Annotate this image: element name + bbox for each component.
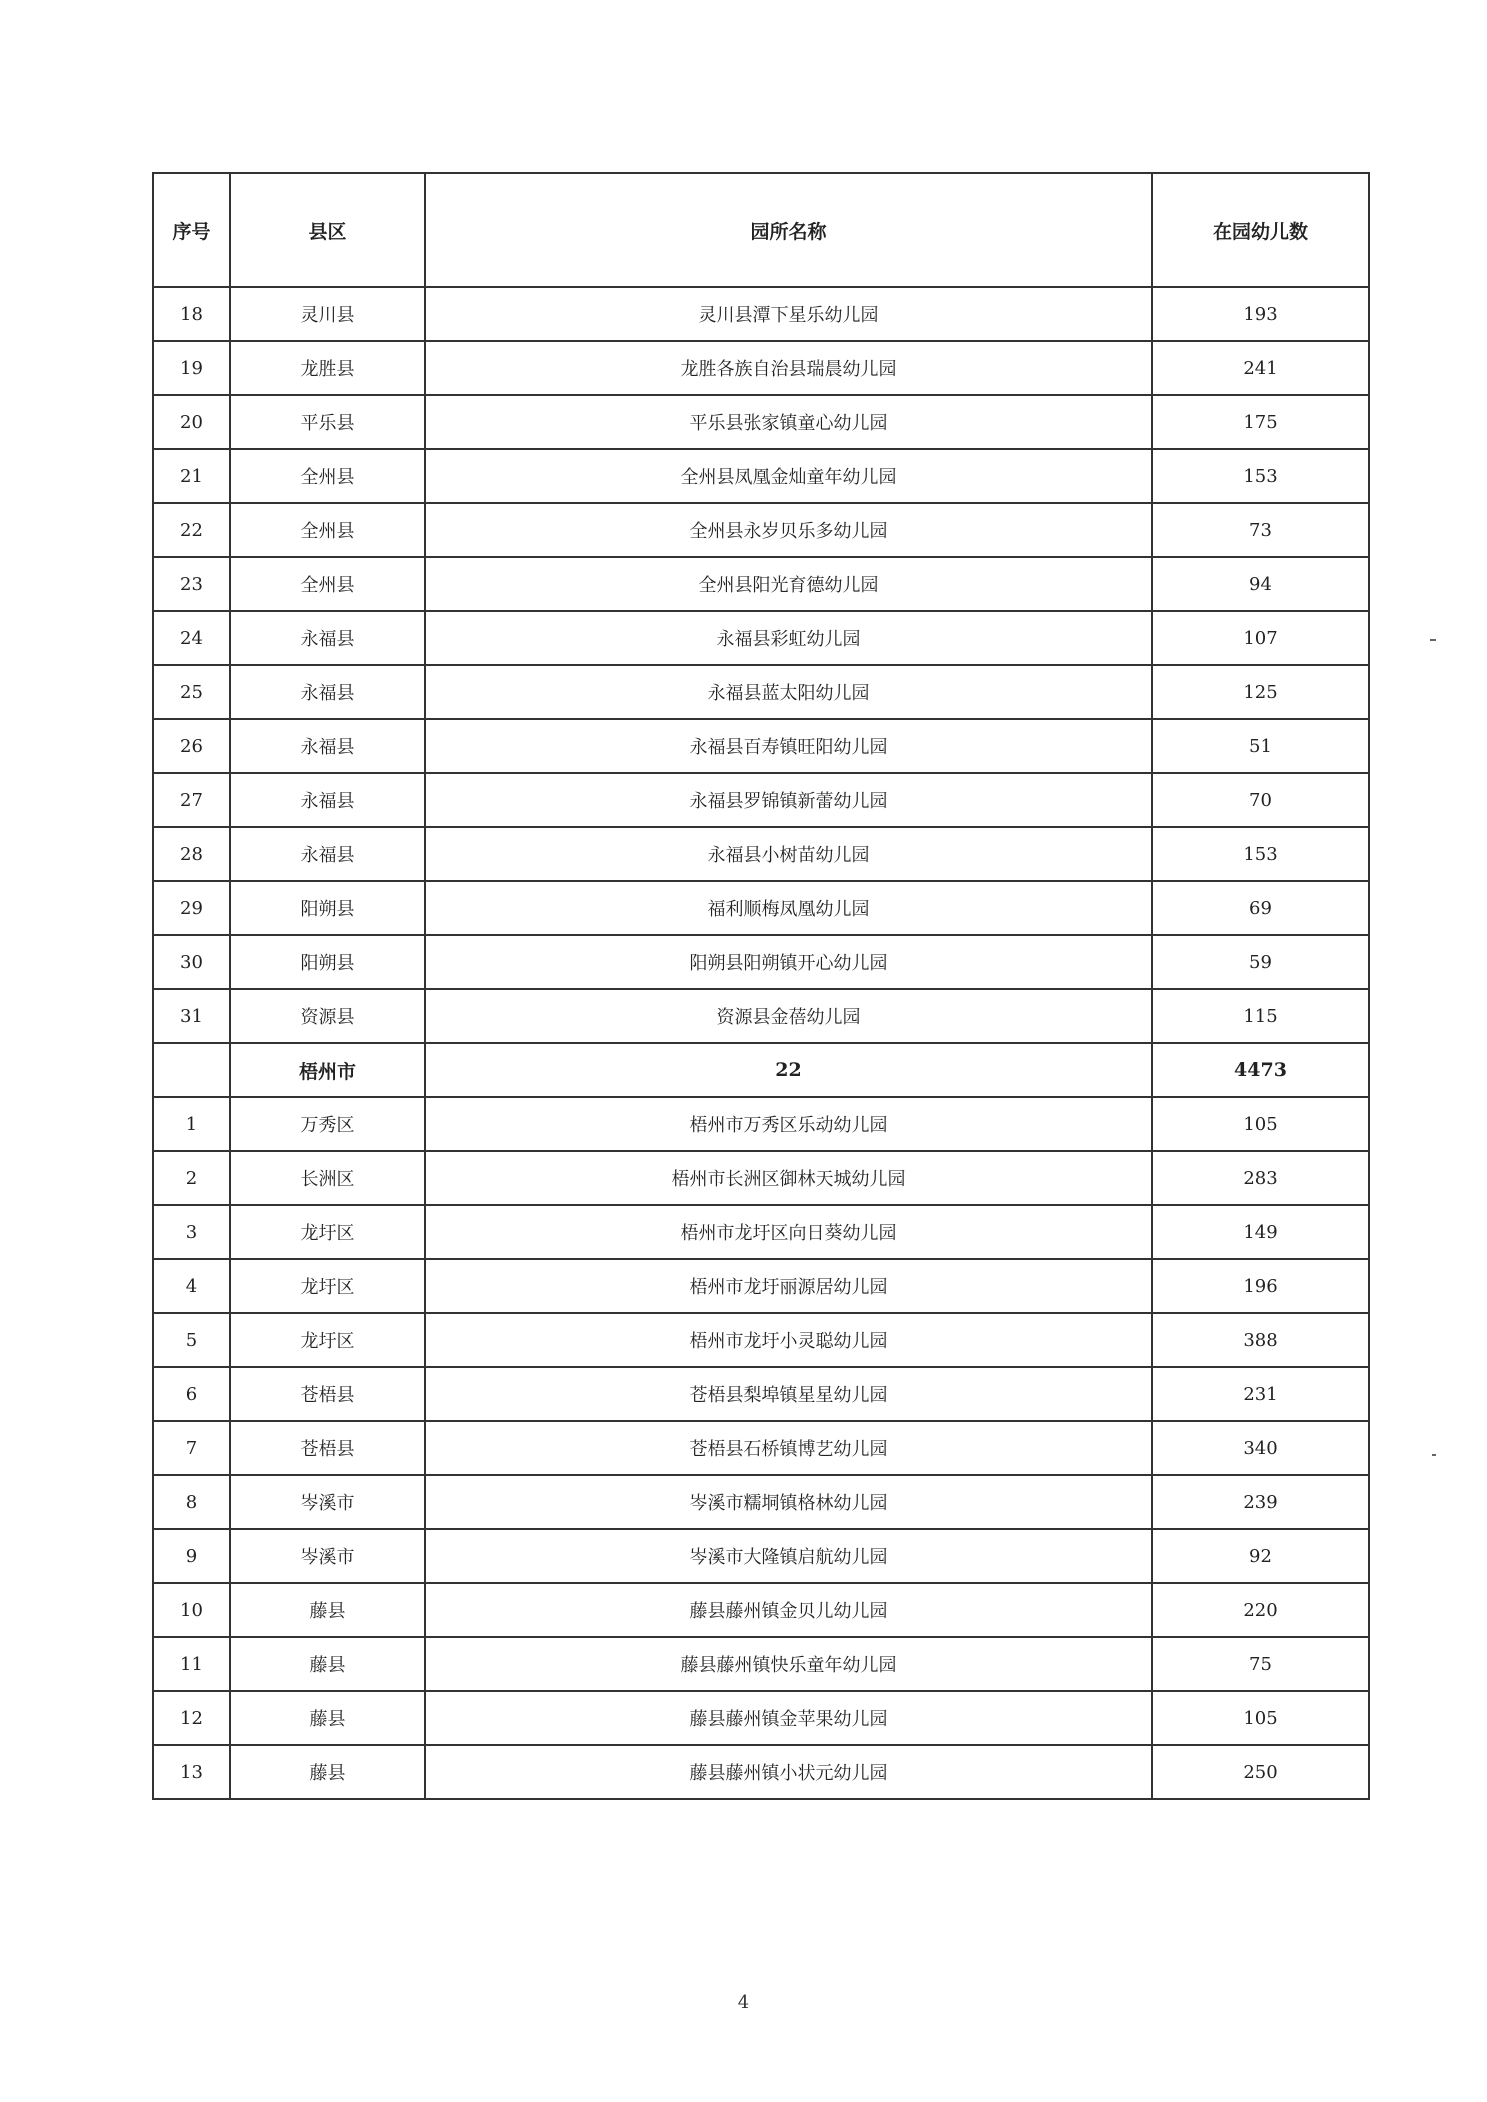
table-row: [153, 1637, 1369, 1691]
cell-name: 全州县永岁贝乐多幼儿园: [425, 503, 1152, 557]
table-row: [153, 1205, 1369, 1259]
cell-name: 梧州市龙圩丽源居幼儿园: [425, 1259, 1152, 1313]
table-row: [153, 1259, 1369, 1313]
cell-county: 全州县: [230, 557, 425, 611]
cell-seq: 3: [153, 1205, 230, 1259]
cell-seq: 25: [153, 665, 230, 719]
cell-county: 龙圩区: [230, 1259, 425, 1313]
cell-county: 藤县: [230, 1745, 425, 1799]
cell-county: 梧州市: [230, 1043, 425, 1097]
cell-county: 全州县: [230, 449, 425, 503]
cell-seq: 8: [153, 1475, 230, 1529]
cell-count: 153: [1152, 449, 1369, 503]
cell-count: 241: [1152, 341, 1369, 395]
cell-count: 51: [1152, 719, 1369, 773]
cell-name: 梧州市龙圩小灵聪幼儿园: [425, 1313, 1152, 1367]
cell-name: 永福县罗锦镇新蕾幼儿园: [425, 773, 1152, 827]
cell-name: 永福县蓝太阳幼儿园: [425, 665, 1152, 719]
cell-county: 资源县: [230, 989, 425, 1043]
cell-seq: 5: [153, 1313, 230, 1367]
cell-name: 22: [425, 1043, 1152, 1097]
table-row: [153, 557, 1369, 611]
cell-count: 75: [1152, 1637, 1369, 1691]
cell-count: 193: [1152, 287, 1369, 341]
cell-county: 平乐县: [230, 395, 425, 449]
cell-seq: 6: [153, 1367, 230, 1421]
kindergarten-table: [152, 172, 1370, 1800]
table-row: [153, 935, 1369, 989]
cell-count: 105: [1152, 1097, 1369, 1151]
cell-seq: 11: [153, 1637, 230, 1691]
cell-count: 69: [1152, 881, 1369, 935]
cell-count: 220: [1152, 1583, 1369, 1637]
cell-county: 龙胜县: [230, 341, 425, 395]
cell-county: 藤县: [230, 1691, 425, 1745]
cell-seq: 13: [153, 1745, 230, 1799]
cell-name: 梧州市龙圩区向日葵幼儿园: [425, 1205, 1152, 1259]
cell-count: 92: [1152, 1529, 1369, 1583]
cell-name: 藤县藤州镇金贝儿幼儿园: [425, 1583, 1152, 1637]
table-row: [153, 1529, 1369, 1583]
cell-county: 阳朔县: [230, 935, 425, 989]
table-row: [153, 1097, 1369, 1151]
cell-seq: [153, 1043, 230, 1097]
cell-name: 平乐县张家镇童心幼儿园: [425, 395, 1152, 449]
table-row: [153, 1151, 1369, 1205]
cell-count: 239: [1152, 1475, 1369, 1529]
table-header-row: [153, 173, 1369, 287]
cell-county: 龙圩区: [230, 1205, 425, 1259]
table-row: [153, 1745, 1369, 1799]
scan-mark: [1430, 639, 1436, 641]
cell-county: 苍梧县: [230, 1367, 425, 1421]
cell-seq: 7: [153, 1421, 230, 1475]
table-body: [153, 287, 1369, 1799]
cell-seq: 4: [153, 1259, 230, 1313]
cell-seq: 12: [153, 1691, 230, 1745]
cell-name: 藤县藤州镇快乐童年幼儿园: [425, 1637, 1152, 1691]
cell-name: 永福县小树苗幼儿园: [425, 827, 1152, 881]
cell-name: 藤县藤州镇金苹果幼儿园: [425, 1691, 1152, 1745]
cell-seq: 27: [153, 773, 230, 827]
cell-name: 阳朔县阳朔镇开心幼儿园: [425, 935, 1152, 989]
cell-count: 4473: [1152, 1043, 1369, 1097]
cell-name: 龙胜各族自治县瑞晨幼儿园: [425, 341, 1152, 395]
table-row: [153, 773, 1369, 827]
cell-count: 388: [1152, 1313, 1369, 1367]
scan-mark: [1432, 1454, 1436, 1456]
table-row: [153, 827, 1369, 881]
table-row: [153, 1475, 1369, 1529]
cell-seq: 22: [153, 503, 230, 557]
page-number: 4: [737, 1992, 750, 2013]
table-row: [153, 665, 1369, 719]
cell-seq: 28: [153, 827, 230, 881]
cell-county: 岑溪市: [230, 1529, 425, 1583]
cell-seq: 9: [153, 1529, 230, 1583]
cell-count: 175: [1152, 395, 1369, 449]
cell-county: 永福县: [230, 611, 425, 665]
cell-county: 长洲区: [230, 1151, 425, 1205]
cell-seq: 2: [153, 1151, 230, 1205]
cell-count: 153: [1152, 827, 1369, 881]
subtotal-row: [153, 1043, 1369, 1097]
cell-seq: 18: [153, 287, 230, 341]
cell-name: 福利顺梅凤凰幼儿园: [425, 881, 1152, 935]
cell-count: 107: [1152, 611, 1369, 665]
cell-seq: 31: [153, 989, 230, 1043]
cell-county: 全州县: [230, 503, 425, 557]
cell-county: 灵川县: [230, 287, 425, 341]
cell-seq: 21: [153, 449, 230, 503]
cell-name: 永福县百寿镇旺阳幼儿园: [425, 719, 1152, 773]
table-row: [153, 1421, 1369, 1475]
cell-count: 149: [1152, 1205, 1369, 1259]
cell-count: 115: [1152, 989, 1369, 1043]
cell-county: 永福县: [230, 773, 425, 827]
cell-name: 全州县凤凰金灿童年幼儿园: [425, 449, 1152, 503]
cell-count: 196: [1152, 1259, 1369, 1313]
cell-county: 岑溪市: [230, 1475, 425, 1529]
table-row: [153, 719, 1369, 773]
cell-county: 藤县: [230, 1583, 425, 1637]
cell-seq: 10: [153, 1583, 230, 1637]
cell-seq: 23: [153, 557, 230, 611]
cell-name: 苍梧县石桥镇博艺幼儿园: [425, 1421, 1152, 1475]
cell-count: 73: [1152, 503, 1369, 557]
cell-count: 231: [1152, 1367, 1369, 1421]
cell-seq: 24: [153, 611, 230, 665]
table-row: [153, 449, 1369, 503]
cell-seq: 29: [153, 881, 230, 935]
cell-county: 阳朔县: [230, 881, 425, 935]
cell-count: 94: [1152, 557, 1369, 611]
cell-name: 梧州市长洲区御林天城幼儿园: [425, 1151, 1152, 1205]
cell-count: 125: [1152, 665, 1369, 719]
cell-count: 70: [1152, 773, 1369, 827]
cell-count: 340: [1152, 1421, 1369, 1475]
header-county: 县区: [230, 173, 425, 287]
cell-name: 资源县金蓓幼儿园: [425, 989, 1152, 1043]
cell-county: 龙圩区: [230, 1313, 425, 1367]
table-row: [153, 1691, 1369, 1745]
table-row: [153, 395, 1369, 449]
cell-count: 250: [1152, 1745, 1369, 1799]
cell-county: 永福县: [230, 827, 425, 881]
cell-county: 藤县: [230, 1637, 425, 1691]
table-row: [153, 503, 1369, 557]
cell-name: 梧州市万秀区乐动幼儿园: [425, 1097, 1152, 1151]
cell-county: 万秀区: [230, 1097, 425, 1151]
cell-county: 苍梧县: [230, 1421, 425, 1475]
cell-name: 灵川县潭下星乐幼儿园: [425, 287, 1152, 341]
cell-seq: 30: [153, 935, 230, 989]
header-name: 园所名称: [425, 173, 1152, 287]
cell-name: 永福县彩虹幼儿园: [425, 611, 1152, 665]
table-row: [153, 881, 1369, 935]
cell-county: 永福县: [230, 719, 425, 773]
header-seq: 序号: [153, 173, 230, 287]
cell-count: 59: [1152, 935, 1369, 989]
cell-count: 283: [1152, 1151, 1369, 1205]
header-count: 在园幼儿数: [1152, 173, 1369, 287]
table-row: [153, 611, 1369, 665]
table-row: [153, 287, 1369, 341]
cell-seq: 1: [153, 1097, 230, 1151]
cell-name: 全州县阳光育德幼儿园: [425, 557, 1152, 611]
cell-name: 岑溪市糯垌镇格林幼儿园: [425, 1475, 1152, 1529]
table-row: [153, 341, 1369, 395]
cell-name: 藤县藤州镇小状元幼儿园: [425, 1745, 1152, 1799]
cell-county: 永福县: [230, 665, 425, 719]
cell-seq: 19: [153, 341, 230, 395]
cell-name: 苍梧县梨埠镇星星幼儿园: [425, 1367, 1152, 1421]
table-row: [153, 989, 1369, 1043]
table-row: [153, 1367, 1369, 1421]
cell-seq: 20: [153, 395, 230, 449]
table-row: [153, 1583, 1369, 1637]
table-row: [153, 1313, 1369, 1367]
cell-seq: 26: [153, 719, 230, 773]
cell-count: 105: [1152, 1691, 1369, 1745]
cell-name: 岑溪市大隆镇启航幼儿园: [425, 1529, 1152, 1583]
